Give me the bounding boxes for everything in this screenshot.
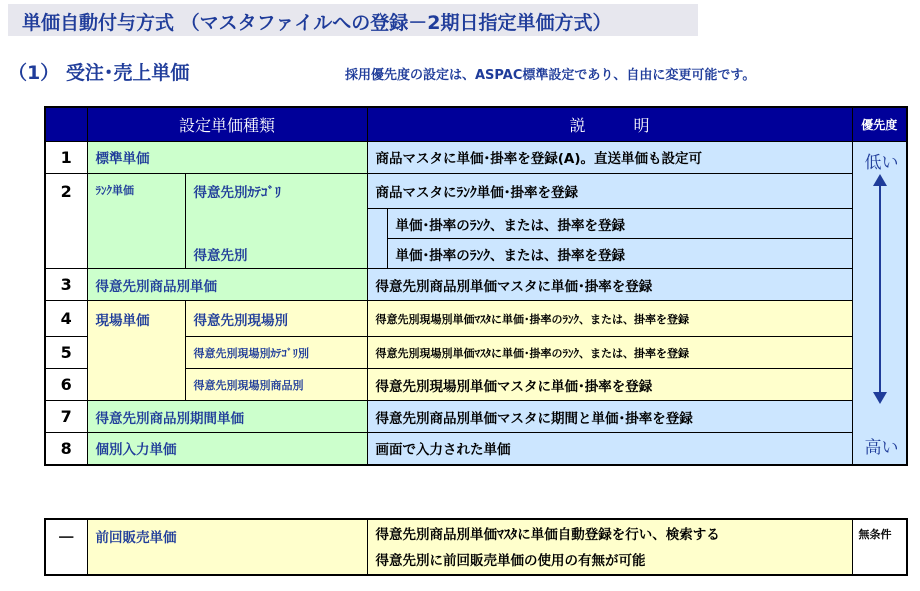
unit-price-table — [44, 106, 908, 466]
price-desc: 得意先別現場別単価マスタに単価･掛率を登録 — [367, 369, 852, 401]
row-number: 1 — [45, 141, 87, 173]
priority-unconditional: 無条件 — [852, 519, 907, 575]
row-number: 4 — [45, 301, 87, 337]
priority-arrow-line — [879, 182, 881, 394]
previous-price-table — [44, 518, 908, 576]
priority-low: 低い — [864, 152, 899, 173]
priority-high: 高い — [864, 437, 899, 458]
price-desc: 得意先別現場別単価ﾏｽﾀに単価･掛率のﾗﾝｸ、または、掛率を登録 — [367, 337, 852, 369]
price-type: 現場単価 — [87, 301, 185, 401]
price-desc: 得意先別現場別単価ﾏｽﾀに単価･掛率のﾗﾝｸ、または、掛率を登録 — [367, 301, 852, 337]
price-subtype-blank — [185, 209, 367, 239]
price-subtype: 得意先別現場別 — [185, 301, 367, 337]
price-desc: 商品マスタに単価･掛率を登録(A)。直送単価も設定可 — [367, 141, 852, 173]
row-number: 6 — [45, 369, 87, 401]
row-number: 8 — [45, 433, 87, 465]
row-number: 5 — [45, 337, 87, 369]
price-subtype: 得意先別現場別ｶﾃｺﾞﾘ別 — [185, 337, 367, 369]
price-desc-line: 得意先別商品別単価ﾏｽﾀに単価自動登録を行い、検索する — [375, 527, 720, 543]
desc-indent — [367, 239, 387, 269]
price-desc: 単価･掛率のﾗﾝｸ、または、掛率を登録 — [387, 239, 852, 269]
price-desc: 商品マスタにﾗﾝｸ単価･掛率を登録 — [367, 173, 852, 209]
section-heading: （1） 受注･売上単価 — [8, 62, 190, 84]
price-desc: 得意先別商品別単価マスタに単価･掛率を登録 — [367, 269, 852, 301]
price-type: 標準単価 — [87, 141, 367, 173]
priority-note: 採用優先度の設定は、ASPAC標準設定であり、自由に変更可能です。 — [345, 68, 756, 83]
row-number: 7 — [45, 401, 87, 433]
row-number: － — [45, 519, 87, 575]
price-subtype: 得意先別現場別商品別 — [185, 369, 367, 401]
price-type: 前回販売単価 — [87, 519, 367, 575]
row-number: 3 — [45, 269, 87, 301]
price-desc: 得意先別商品別単価マスタに期間と単価･掛率を登録 — [367, 401, 852, 433]
page-title: 単価自動付与方式 （マスタファイルへの登録－2期日指定単価方式） — [22, 12, 612, 34]
header-priority: 優先度 — [852, 107, 907, 141]
price-desc-line: 得意先別に前回販売単価の使用の有無が可能 — [375, 553, 646, 569]
arrow-down-icon — [873, 392, 887, 404]
price-type: 得意先別商品別単価 — [87, 269, 367, 301]
header-blank — [45, 107, 87, 141]
price-type: ﾗﾝｸ単価 — [87, 173, 185, 269]
header-type: 設定単価種類 — [87, 107, 367, 141]
price-desc: 単価･掛率のﾗﾝｸ、または、掛率を登録 — [387, 209, 852, 239]
desc-indent — [367, 209, 387, 239]
header-desc: 説 明 — [367, 107, 852, 141]
price-type: 個別入力単価 — [87, 433, 367, 465]
price-subtype: 得意先別 — [185, 239, 367, 269]
price-subtype: 得意先別ｶﾃｺﾞﾘ — [185, 173, 367, 209]
priority-column — [852, 141, 907, 465]
row-number: 2 — [45, 173, 87, 269]
price-type: 得意先別商品別期間単価 — [87, 401, 367, 433]
price-desc: 画面で入力された単価 — [367, 433, 852, 465]
price-desc — [367, 519, 852, 575]
